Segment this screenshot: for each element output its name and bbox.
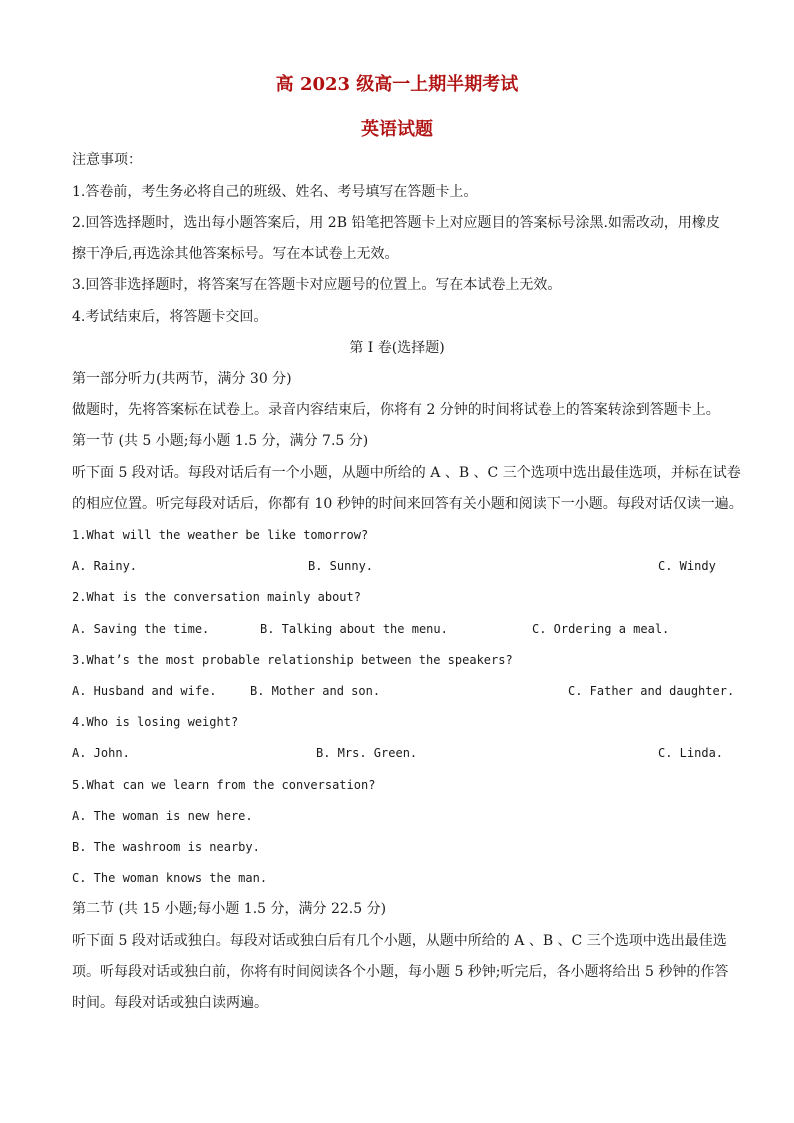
notice-line: 3.回答非选择题时，将答案写在答题卡对应题号的位置上。写在本试卷上无效。 <box>72 277 562 293</box>
notice-line: 2.回答选择题时，选出每小题答案后，用 2B 铅笔把答题卡上对应题目的答案标号涂黑.如需改动，用橡皮 <box>72 215 720 231</box>
question-stem: 2.What is the conversation mainly about? <box>72 590 361 604</box>
option-b: B. Mrs. Green. <box>316 746 418 760</box>
option-b: B. Talking about the menu. <box>260 622 448 636</box>
option-b: B. Sunny. <box>308 559 374 573</box>
question-stem: 1.What will the weather be like tomorrow? <box>72 528 369 542</box>
option-a: A. John. <box>72 746 130 760</box>
volume-heading: 第 I 卷(选择题) <box>349 340 445 356</box>
notice-line: 擦干净后,再选涂其他答案标号。写在本试卷上无效。 <box>72 246 399 262</box>
option-b: B. Mother and son. <box>250 684 381 698</box>
section2-heading: 第二节 (共 15 小题;每小题 1.5 分，满分 22.5 分) <box>72 901 387 917</box>
option-c: C. Windy <box>658 559 716 573</box>
notice-heading: 注意事项： <box>72 152 142 168</box>
option-a: A. Husband and wife. <box>72 684 217 698</box>
section2-instruction: 听下面 5 段对话或独白。每段对话或独白后有几个小题，从题中所给的 A 、B 、C 三个选项中选出最佳选 <box>72 933 727 949</box>
part1-heading: 第一部分听力(共两节，满分 30 分) <box>72 371 292 387</box>
notice-line: 1.答卷前，考生务必将自己的班级、姓名、考号填写在答题卡上。 <box>72 184 478 200</box>
notice-line: 4.考试结束后，将答题卡交回。 <box>72 309 268 325</box>
question-stem: 3.What’s the most probable relationship between the speakers? <box>72 653 513 667</box>
option-c: C. The woman knows the man. <box>72 871 268 885</box>
question-stem: 4.Who is losing weight? <box>72 715 239 729</box>
option-a: A. Saving the time. <box>72 622 210 636</box>
part1-instruction: 做题时，先将答案标在试卷上。录音内容结束后，你将有 2 分钟的时间将试卷上的答案转涂到答题卡上。 <box>72 402 720 418</box>
option-a: A. The woman is new here. <box>72 809 253 823</box>
option-c: C. Ordering a meal. <box>532 622 670 636</box>
section1-instruction: 的相应位置。听完每段对话后，你都有 10 秒钟的时间来回答有关小题和阅读下一小题。每段对话仅读一遍。 <box>72 496 743 512</box>
option-b: B. The washroom is nearby. <box>72 840 260 854</box>
section2-instruction: 项。听每段对话或独白前，你将有时间阅读各个小题，每小题 5 秒钟;听完后，各小题将给出 5 秒钟的作答 <box>72 964 729 980</box>
section1-instruction: 听下面 5 段对话。每段对话后有一个小题，从题中所给的 A 、B 、C 三个选项中选出最佳选项，并标在试卷 <box>72 465 741 481</box>
exam-title: 高 2023 级高一上期半期考试 <box>275 74 519 95</box>
option-c: C. Linda. <box>658 746 724 760</box>
section2-instruction: 时间。每段对话或独白读两遍。 <box>72 995 268 1011</box>
section1-heading: 第一节 (共 5 小题;每小题 1.5 分，满分 7.5 分) <box>72 433 369 449</box>
question-stem: 5.What can we learn from the conversation? <box>72 778 376 792</box>
exam-subtitle: 英语试题 <box>361 119 433 140</box>
option-a: A. Rainy. <box>72 559 138 573</box>
option-c: C. Father and daughter. <box>568 684 735 698</box>
